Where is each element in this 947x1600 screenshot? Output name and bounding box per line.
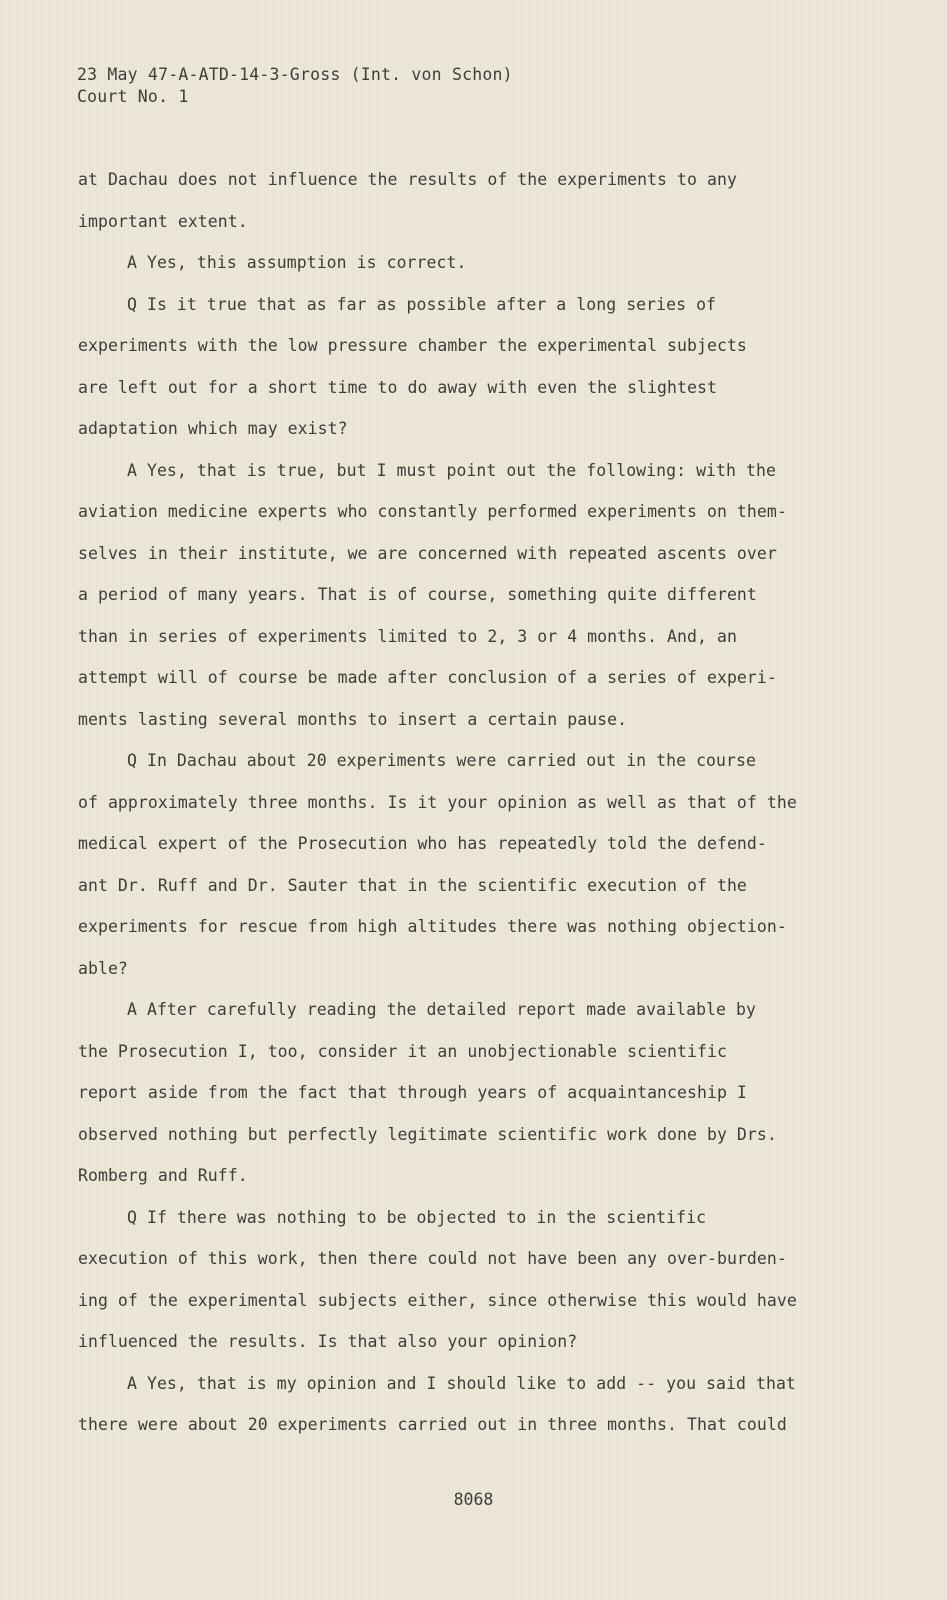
header-session-line: 23 May 47-A-ATD-14-3-Gross (Int. von Schon) [77, 65, 513, 84]
transcript-line: than in series of experiments limited to 2, 3 or 4 months. And, an [78, 626, 737, 646]
transcript-line: Romberg and Ruff. [78, 1166, 248, 1185]
transcript-line: influenced the results. Is that also your opinion? [78, 1332, 578, 1351]
transcript-line: ing of the experimental subjects either, since otherwise this would have [78, 1290, 797, 1310]
transcript-line: aviation medicine experts who constantly performed experiments on them- [78, 502, 787, 521]
transcript-line: A Yes, this assumption is correct. [127, 253, 467, 272]
transcript-line: experiments for rescue from high altitudes there was nothing objection- [78, 917, 787, 936]
transcript-line: attempt will of course be made after conclusion of a series of experi- [78, 668, 777, 687]
transcript-line: of approximately three months. Is it your opinion as well as that of the [78, 792, 797, 812]
page-number: 8068 [453, 1490, 494, 1509]
transcript-line: A Yes, that is my opinion and I should like to add -- you said that [127, 1373, 796, 1393]
transcript-line: Q If there was nothing to be objected to in the scientific [127, 1207, 707, 1227]
transcript-line: experiments with the low pressure chamber the experimental subjects [78, 336, 747, 355]
transcript-line: selves in their institute, we are concerned with repeated ascents over [78, 543, 777, 563]
transcript-line: medical expert of the Prosecution who has repeatedly told the defend- [78, 834, 767, 853]
transcript-line: able? [78, 958, 128, 978]
transcript-line: execution of this work, then there could not have been any over-burden- [78, 1249, 787, 1268]
transcript-body [78, 166, 838, 1453]
transcript-line: A After carefully reading the detailed report made available by [127, 1000, 756, 1019]
transcript-line: ant Dr. Ruff and Dr. Sauter that in the scientific execution of the [78, 875, 747, 895]
transcript-line: the Prosecution I, too, consider it an unobjectionable scientific [78, 1041, 727, 1061]
transcript-line: report aside from the fact that through years of acquaintanceship I [78, 1083, 747, 1102]
transcript-line: Q Is it true that as far as possible after a long series of [127, 294, 717, 314]
transcript-line: A Yes, that is true, but I must point out the following: with the [127, 460, 776, 480]
transcript-line: ments lasting several months to insert a certain pause. [78, 709, 628, 729]
transcript-line: observed nothing but perfectly legitimate scientific work done by Drs. [78, 1124, 777, 1144]
transcript-line: adaptation which may exist? [78, 419, 348, 438]
transcript-line: important extent. [78, 211, 248, 231]
document-header [77, 64, 513, 108]
header-court-line: Court No. 1 [77, 87, 189, 106]
transcript-line: there were about 20 experiments carried out in three months. That could [78, 1415, 787, 1434]
transcript-line: at Dachau does not influence the results of the experiments to any [78, 170, 737, 189]
transcript-line: a period of many years. That is of course, something quite different [78, 585, 757, 604]
transcript-line: Q In Dachau about 20 experiments were carried out in the course [127, 751, 756, 770]
transcript-line: are left out for a short time to do away with even the slightest [78, 377, 717, 397]
